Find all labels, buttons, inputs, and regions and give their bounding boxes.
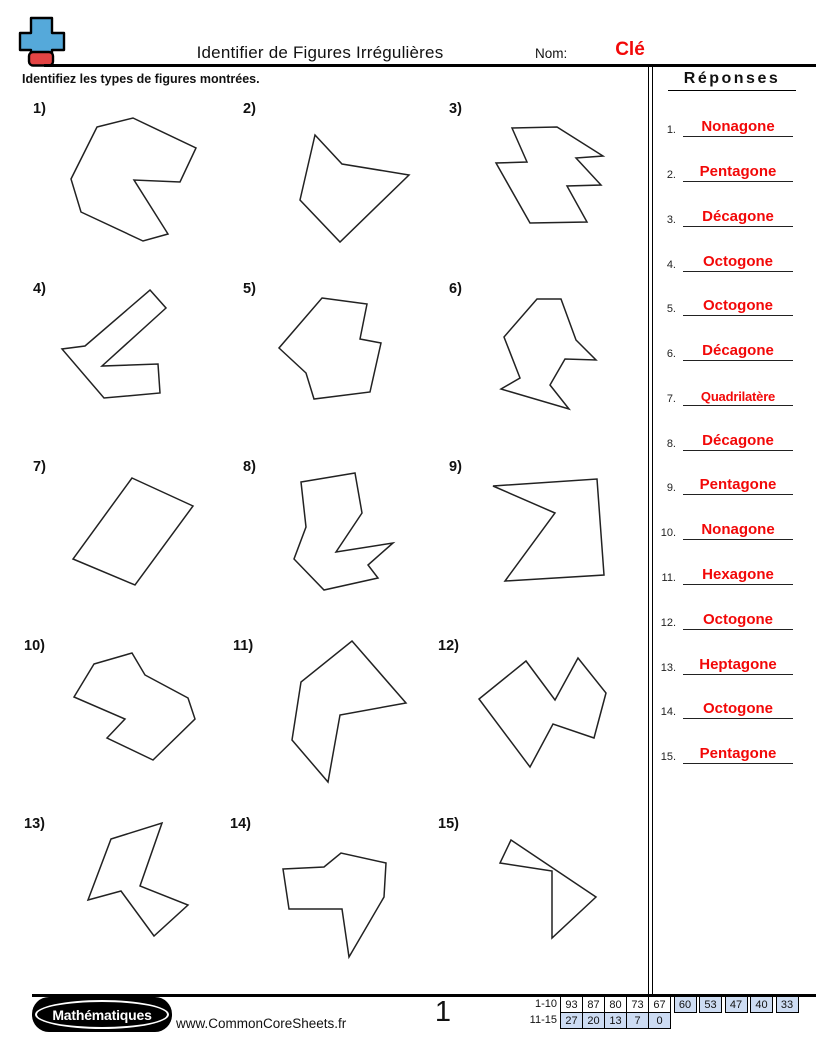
problem-number: 4) — [33, 281, 46, 297]
shape-polygon — [294, 473, 393, 590]
instruction-text: Identifiez les types de figures montrées. — [22, 72, 260, 86]
shape-polygon — [73, 478, 193, 585]
answer-number: 10. — [660, 527, 676, 540]
answer-text: Heptagone — [683, 656, 793, 675]
score-cell: 0 — [648, 1012, 671, 1029]
score-cell: 33 — [776, 996, 799, 1013]
answer-number: 4. — [666, 258, 676, 271]
shape-polygon — [71, 118, 196, 241]
answer-text: Pentagone — [683, 476, 793, 495]
problem-number: 8) — [243, 459, 256, 475]
score-cell: 47 — [725, 996, 748, 1013]
answer-number: 6. — [666, 348, 676, 361]
page-title: Identifier de Figures Irrégulières — [196, 43, 444, 62]
shape-polygon — [74, 653, 195, 760]
shape-polygon — [279, 298, 381, 399]
subject-badge — [32, 997, 172, 1032]
shape-polygon — [292, 641, 406, 782]
problem-number: 10) — [24, 638, 45, 654]
answer-text: Quadrilatère — [683, 389, 793, 406]
answer-text: Nonagone — [683, 118, 793, 137]
answer-text: Décagone — [683, 342, 793, 361]
shape-polygon — [300, 135, 409, 242]
problem-number: 1) — [33, 101, 46, 117]
score-cell: 87 — [582, 996, 605, 1013]
score-range-label: 11-15 — [529, 1014, 557, 1026]
score-range-label: 1-10 — [534, 998, 557, 1010]
answer-number: 3. — [666, 213, 676, 226]
site-url: www.CommonCoreSheets.fr — [176, 1016, 347, 1031]
answer-text: Pentagone — [683, 745, 793, 764]
problem-number: 11) — [233, 638, 254, 654]
answer-number: 14. — [660, 706, 676, 719]
answer-number: 15. — [660, 751, 676, 764]
answer-text: Octogone — [683, 700, 793, 719]
problem-number: 13) — [24, 816, 45, 832]
name-value: Clé — [615, 39, 645, 60]
answer-text: Décagone — [683, 208, 793, 227]
answer-text: Octogone — [683, 611, 793, 630]
answer-text: Pentagone — [683, 163, 793, 182]
score-cell: 20 — [582, 1012, 605, 1029]
score-cell: 53 — [699, 996, 722, 1013]
answer-text: Hexagone — [683, 566, 793, 585]
score-cell: 60 — [674, 996, 697, 1013]
shape-polygon — [496, 127, 603, 223]
answer-number: 11. — [661, 572, 676, 584]
answer-text: Décagone — [683, 432, 793, 451]
problem-number: 2) — [243, 101, 256, 117]
shape-polygon — [88, 823, 188, 936]
score-row — [520, 996, 799, 1013]
answer-number: 12. — [660, 616, 676, 629]
score-table — [520, 996, 799, 1029]
shape-polygon — [283, 853, 386, 957]
answer-text: Octogone — [683, 253, 793, 272]
answer-number: 5. — [666, 303, 676, 316]
problem-number: 12) — [438, 638, 459, 654]
answers-heading: Réponses — [668, 70, 796, 91]
answer-text: Nonagone — [683, 521, 793, 540]
score-row — [520, 1012, 799, 1029]
problem-number: 5) — [243, 281, 256, 297]
answer-number: 2. — [666, 169, 676, 182]
problem-number: 6) — [449, 281, 462, 297]
answer-number: 7. — [666, 392, 676, 405]
shape-polygon — [62, 290, 166, 398]
shape-polygon — [479, 658, 606, 767]
answer-number: 1. — [666, 124, 676, 137]
problem-number: 15) — [438, 816, 459, 832]
shape-polygon — [501, 299, 596, 409]
name-label: Nom: — [535, 46, 568, 61]
answer-number: 9. — [666, 482, 676, 495]
subject-badge-label: Mathématiques — [52, 1006, 152, 1023]
shape-polygon — [493, 479, 604, 581]
problem-number: 9) — [449, 459, 462, 475]
answer-text: Octogone — [683, 297, 793, 316]
answer-number: 13. — [660, 661, 676, 674]
subject-badge-oval — [35, 1000, 169, 1029]
problem-number: 3) — [449, 101, 462, 117]
score-cell: 67 — [648, 996, 671, 1013]
score-cell: 93 — [560, 996, 583, 1013]
shape-polygon — [500, 840, 596, 938]
score-cell: 27 — [560, 1012, 583, 1029]
problem-number: 7) — [33, 459, 46, 475]
score-cell: 80 — [604, 996, 627, 1013]
score-cell: 40 — [750, 996, 773, 1013]
page-number: 1 — [434, 996, 452, 1028]
answer-number: 8. — [666, 437, 676, 450]
problem-number: 14) — [230, 816, 251, 832]
score-cell: 73 — [626, 996, 649, 1013]
score-cell: 13 — [604, 1012, 627, 1029]
score-cell: 7 — [626, 1012, 649, 1029]
